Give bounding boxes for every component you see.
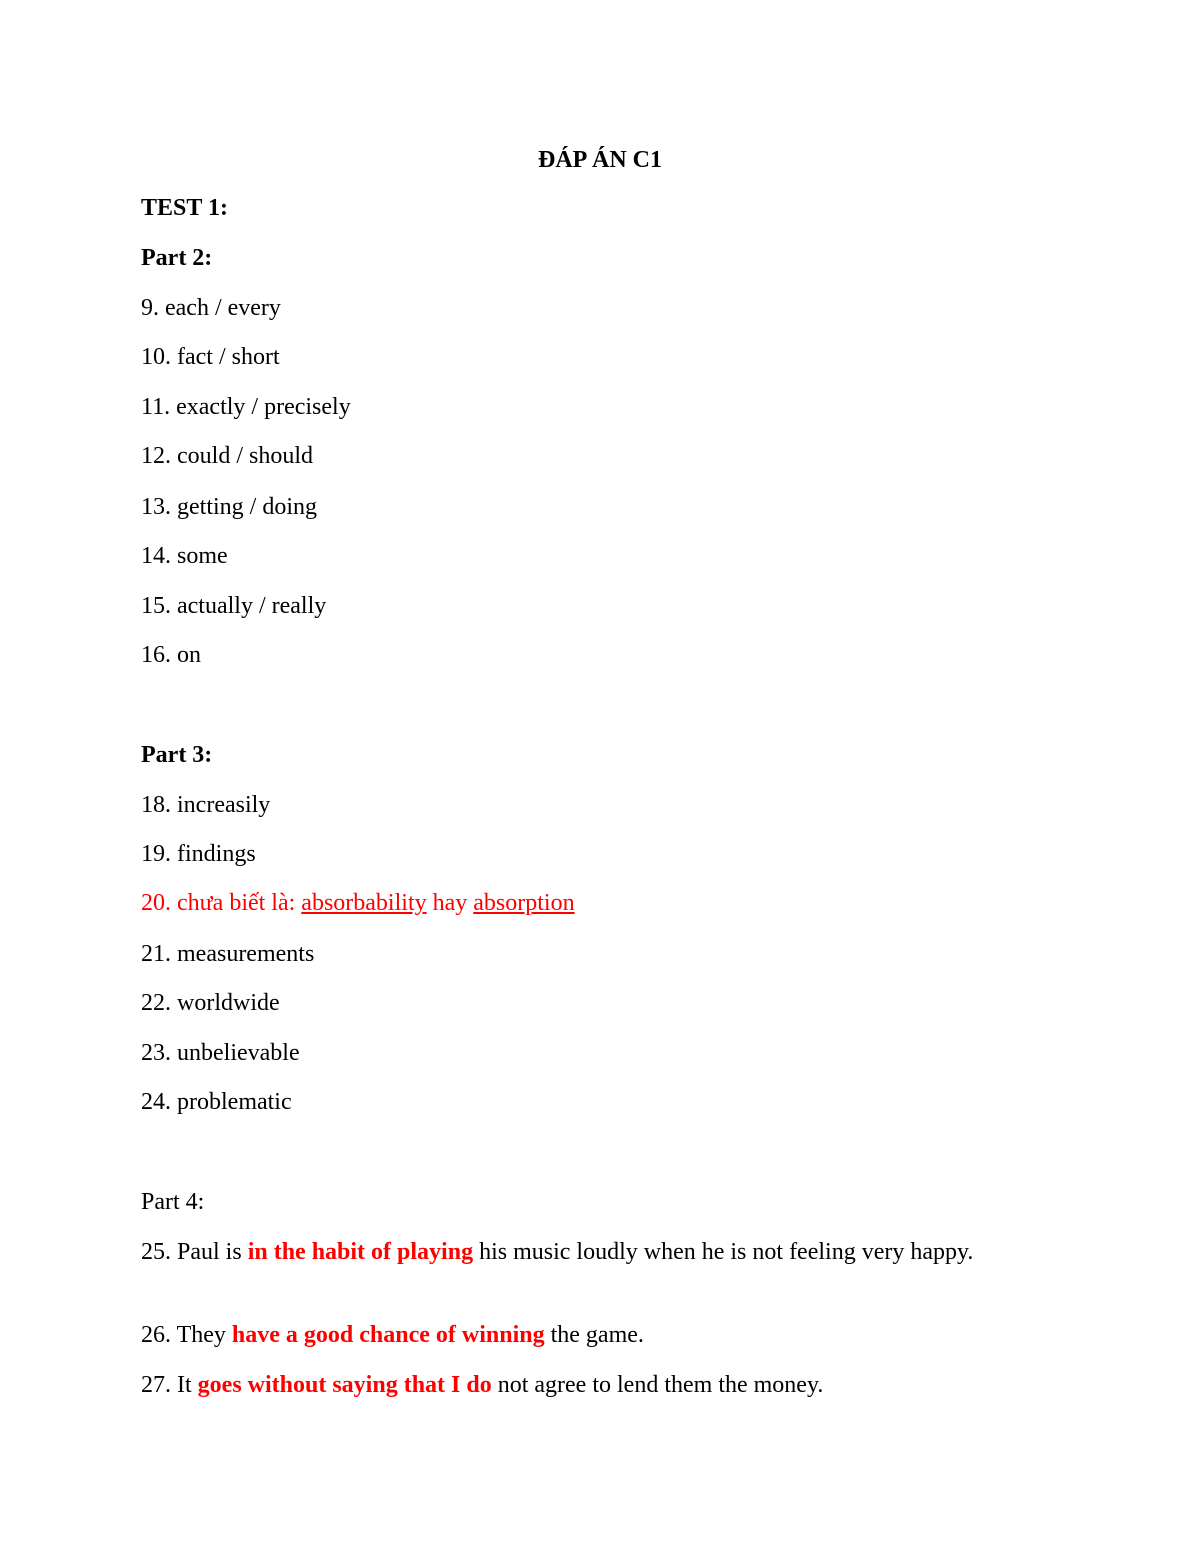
item-20-option-1: absorbability: [301, 890, 427, 916]
part4-item-25: [141, 1235, 1041, 1269]
item-26-after: the game.: [544, 1322, 644, 1348]
part2-item-14: 14. some: [141, 543, 228, 569]
part2-item-13: 13. getting / doing: [141, 494, 317, 520]
part3-item-20: [141, 888, 575, 918]
part3-item-19: 19. findings: [141, 841, 256, 867]
part3-item-21: 21. measurements: [141, 941, 315, 967]
part3-item-23: 23. unbelievable: [141, 1040, 300, 1066]
part2-item-12: 12. could / should: [141, 443, 313, 469]
part3-heading: Part 3:: [141, 742, 213, 768]
item-25-after: his music loudly when he is not feeling very happy.: [473, 1239, 974, 1265]
item-26-before: 26. They: [141, 1322, 232, 1348]
part3-item-18: 18. increasily: [141, 792, 271, 818]
part3-item-22: 22. worldwide: [141, 990, 280, 1016]
test-heading: TEST 1:: [141, 195, 228, 221]
part4-item-27: [141, 1370, 823, 1400]
part2-item-11: 11. exactly / precisely: [141, 394, 351, 420]
item-26-answer: have a good chance of winning: [231, 1322, 545, 1348]
item-25-answer: in the habit of playing: [247, 1239, 474, 1265]
document-title: ĐÁP ÁN C1: [538, 147, 662, 173]
item-20-middle: hay: [426, 890, 474, 916]
part4-item-26: [141, 1320, 644, 1350]
part2-item-9: 9. each / every: [141, 295, 281, 321]
part2-heading: Part 2:: [141, 245, 213, 271]
item-27-before: 27. It: [141, 1372, 198, 1398]
part3-item-24: 24. problematic: [141, 1089, 292, 1115]
item-20-option-2: absorption: [473, 890, 575, 916]
part2-item-15: 15. actually / really: [141, 593, 327, 619]
item-20-prefix: 20. chưa biết là:: [141, 890, 302, 916]
part2-item-10: 10. fact / short: [141, 344, 280, 370]
part2-item-16: 16. on: [141, 642, 201, 668]
item-27-answer: goes without saying that I do: [197, 1372, 492, 1398]
part4-heading: Part 4:: [141, 1189, 205, 1215]
item-27-after: not agree to lend them the money.: [491, 1372, 824, 1398]
item-25-before: 25. Paul is: [141, 1239, 248, 1265]
